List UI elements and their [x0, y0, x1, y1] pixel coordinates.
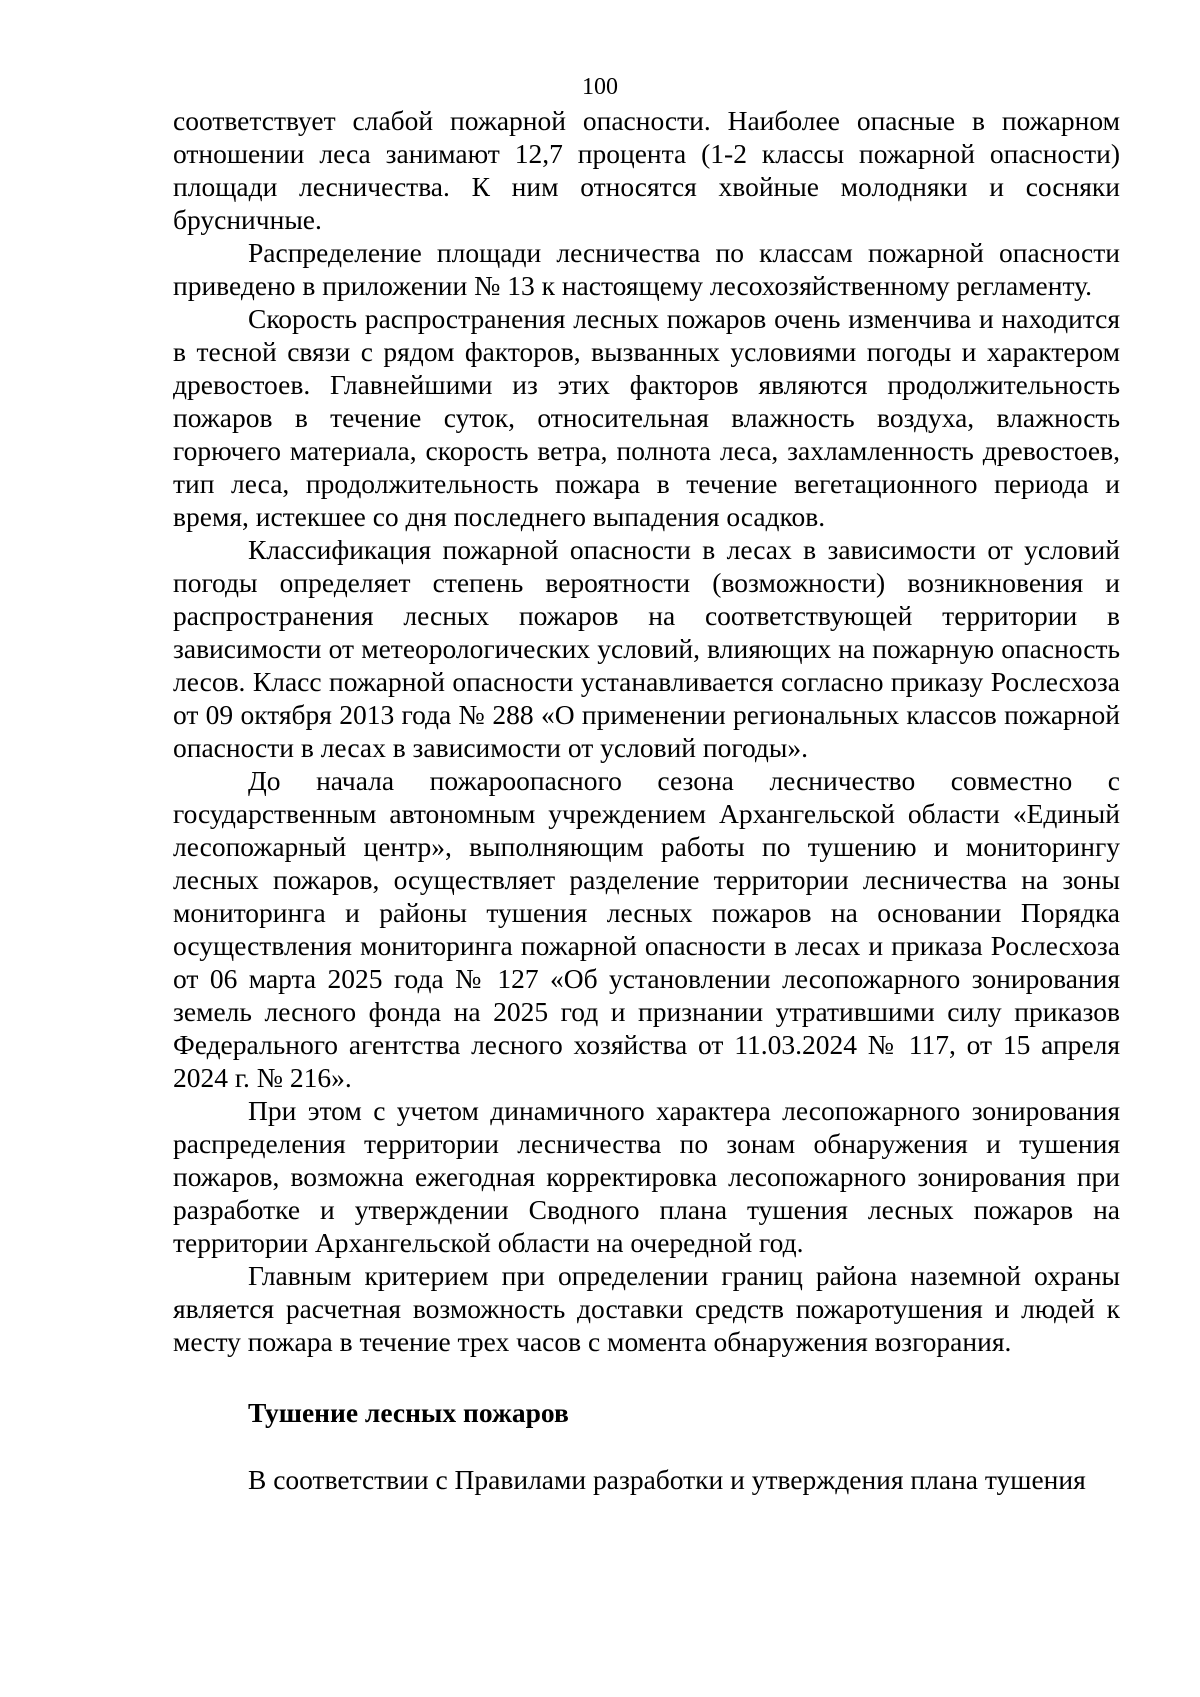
- paragraph: Скорость распространения лесных пожаров очень изменчива и находится в тесной связи с рядом факторов, вызванных условиями погоды и характером древостоев. Главнейшими из этих факторов являются продолжительность пожаров в течение суток, относительная влажность воздуха, влажность горючего материала, скорость ветра, полнота леса, захламленность древостоев, тип леса, продолжительность пожара в течение вегетационного периода и время, истекшее со дня последнего выпадения осадков.: [173, 303, 1120, 532]
- paragraph: Распределение площади лесничества по классам пожарной опасности приведено в приложении № 13 к настоящему лесохозяйственному регламенту.: [173, 237, 1120, 301]
- section-first-paragraph: В соответствии с Правилами разработки и утверждения плана тушения: [248, 1464, 1086, 1495]
- paragraph: Главным критерием при определении границ района наземной охраны является расчетная возможность доставки средств пожаротушения и людей к месту пожара в течение трех часов с момента обнаружения возгорания.: [173, 1260, 1120, 1357]
- page-number: 100: [582, 74, 618, 100]
- paragraph: Классификация пожарной опасности в лесах в зависимости от условий погоды определяет степень вероятности (возможности) возникновения и распространения лесных пожаров на соответствующей территории в зависимости от метеорологических условий, влияющих на пожарную опасность лесов. Класс пожарной опасности устанавливается согласно приказу Рослесхоза от 09 октября 2013 года № 288 «О применении региональных классов пожарной опасности в лесах в зависимости от условий погоды».: [173, 534, 1120, 763]
- section-heading: Тушение лесных пожаров: [248, 1397, 569, 1428]
- paragraph-continuation: соответствует слабой пожарной опасности. Наиболее опасные в пожарном отношении леса занимают 12,7 процента (1-2 классы пожарной опасности) площади лесничества. К ним относятся хвойные молодняки и сосняки брусничные.: [173, 105, 1120, 235]
- paragraph: До начала пожароопасного сезона лесничество совместно с государственным автономным учреждением Архангельской области «Единый лесопожарный центр», выполняющим работы по тушению и мониторингу лесных пожаров, осуществляет разделение территории лесничества на зоны мониторинга и районы тушения лесных пожаров на основании Порядка осуществления мониторинга пожарной опасности в лесах и приказа Рослесхоза от 06 марта 2025 года № 127 «Об установлении лесопожарного зонирования земель лесного фонда на 2025 год и признании утратившими силу приказов Федерального агентства лесного хозяйства от 11.03.2024 № 117, от 15 апреля 2024 г. № 216».: [173, 765, 1120, 1093]
- paragraph: При этом с учетом динамичного характера лесопожарного зонирования распределения территории лесничества по зонам обнаружения и тушения пожаров, возможна ежегодная корректировка лесопожарного зонирования при разработке и утверждении Сводного плана тушения лесных пожаров на территории Архангельской области на очередной год.: [173, 1095, 1120, 1258]
- body-text: [173, 104, 1120, 1496]
